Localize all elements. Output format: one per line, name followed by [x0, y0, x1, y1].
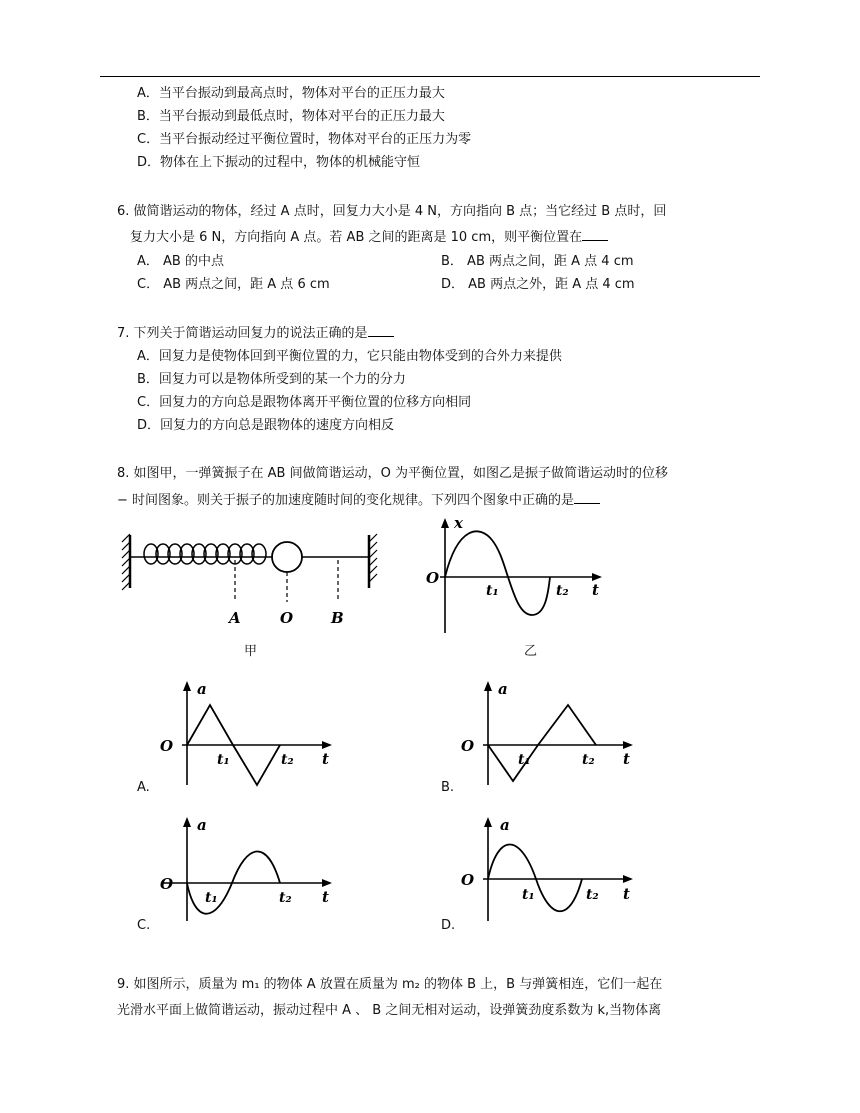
- t2-label: t₂: [586, 887, 599, 903]
- y-axis-arrow: [441, 518, 449, 528]
- q7-stem: 7. 下列关于简谐运动回复力的说法正确的是: [117, 322, 394, 341]
- origin-label: O: [160, 737, 174, 755]
- y-axis-arrow: [484, 817, 492, 827]
- y-axis-arrow: [183, 817, 191, 827]
- figure-jia-spring-oscillator: [125, 530, 380, 630]
- triangle-wave: [488, 705, 596, 781]
- q5-option-a: A．当平台振动到最高点时，物体对平台的正压力最大: [137, 86, 445, 101]
- q8-stem-line1: 8. 如图甲，一弹簧振子在 AB 间做简谐运动，O 为平衡位置，如图乙是振子做简谐运动时的位移: [117, 466, 668, 481]
- q7-option-a: A．回复力是使物体回到平衡位置的力，它只能由物体受到的合外力来提供: [137, 349, 562, 364]
- x-axis-arrow: [623, 741, 633, 749]
- q9-stem-line2: 光滑水平面上做简谐运动，振动过程中 A 、 B 之间无相对运动，设弹簧劲度系数为 k,当物体离: [117, 1003, 662, 1018]
- option-a-letter: A.: [137, 780, 150, 795]
- oscillator-ball: [272, 542, 302, 572]
- header-rule: [100, 76, 760, 77]
- option-d-letter: D.: [441, 918, 456, 933]
- x-axis-arrow: [322, 879, 332, 887]
- x-axis-arrow: [623, 875, 633, 883]
- t-axis-label: t: [322, 888, 329, 906]
- q5-option-b: B．当平台振动到最低点时，物体对平台的正压力最大: [137, 109, 445, 124]
- caption-jia: 甲: [244, 644, 258, 659]
- t1-label: t₁: [486, 583, 499, 599]
- t2-label: t₂: [556, 583, 569, 599]
- option-d-graph: [458, 813, 648, 923]
- q8-stem-line2: − 时间图象。则关于振子的加速度随时间的变化规律。下列四个图象中正确的是: [117, 489, 600, 508]
- option-b-graph: [458, 677, 648, 787]
- y-axis-label: a: [498, 680, 508, 698]
- t1-label: t₁: [518, 752, 531, 768]
- option-a-graph: [157, 677, 347, 787]
- t2-label: t₂: [281, 752, 294, 768]
- q7-option-d: D．回复力的方向总是跟物体的速度方向相反: [137, 418, 395, 433]
- q6-option-b: B． AB 两点之间，距 A 点 4 cm: [441, 254, 634, 269]
- origin-label: O: [160, 875, 174, 893]
- q6-option-c: C． AB 两点之间，距 A 点 6 cm: [137, 277, 330, 292]
- origin-label: O: [461, 737, 475, 755]
- sine-curve: [488, 845, 582, 912]
- origin-label: O: [461, 871, 475, 889]
- option-c-graph: [157, 813, 347, 923]
- answer-blank: [582, 230, 608, 241]
- y-axis-arrow: [484, 681, 492, 691]
- y-axis-label: a: [197, 680, 207, 698]
- right-wall: [369, 534, 377, 588]
- q6-option-a: A． AB 的中点: [137, 254, 224, 269]
- q9-stem-line1: 9. 如图所示，质量为 m₁ 的物体 A 放置在质量为 m₂ 的物体 B 上，B 与弹簧相连，它们一起在: [117, 977, 663, 992]
- option-c-letter: C.: [137, 918, 151, 933]
- answer-blank: [574, 493, 600, 504]
- y-axis-arrow: [183, 681, 191, 691]
- t2-label: t₂: [279, 890, 292, 906]
- option-b-letter: B.: [441, 780, 455, 795]
- label-a: A: [229, 609, 241, 627]
- y-axis-label: a: [500, 816, 510, 834]
- q6-stem-line1: 6. 做简谐运动的物体，经过 A 点时，回复力大小是 4 N，方向指向 B 点；当它经过 B 点时，回: [117, 204, 667, 219]
- sine-curve: [445, 531, 550, 615]
- caption-yi: 乙: [524, 644, 538, 659]
- t-axis-label: t: [623, 885, 630, 903]
- t1-label: t₁: [522, 887, 535, 903]
- x-axis-arrow: [592, 573, 602, 581]
- q7-option-b: B．回复力可以是物体所受到的某一个力的分力: [137, 372, 406, 387]
- label-b: B: [331, 609, 344, 627]
- answer-blank: [368, 326, 394, 337]
- spring: [144, 544, 266, 564]
- y-axis-label: x: [454, 514, 463, 532]
- figure-yi-xt-graph: [420, 515, 610, 635]
- t1-label: t₁: [217, 752, 230, 768]
- q5-option-c: C．当平台振动经过平衡位置时，物体对平台的正压力为零: [137, 132, 472, 147]
- t1-label: t₁: [205, 890, 218, 906]
- q6-option-d: D． AB 两点之外，距 A 点 4 cm: [441, 277, 635, 292]
- t-axis-label: t: [623, 750, 630, 768]
- q6-stem-line2: 复力大小是 6 N，方向指向 A 点。若 AB 之间的距离是 10 cm，则平衡位置在: [130, 226, 608, 245]
- origin-label: O: [426, 569, 440, 587]
- left-wall: [122, 534, 130, 590]
- q7-option-c: C．回复力的方向总是跟物体离开平衡位置的位移方向相同: [137, 395, 472, 410]
- t2-label: t₂: [582, 752, 595, 768]
- label-o: O: [280, 609, 294, 627]
- y-axis-label: a: [197, 816, 207, 834]
- x-axis-arrow: [322, 741, 332, 749]
- t-axis-label: t: [322, 750, 329, 768]
- t-axis-label: t: [592, 581, 599, 599]
- q5-option-d: D．物体在上下振动的过程中，物体的机械能守恒: [137, 155, 421, 170]
